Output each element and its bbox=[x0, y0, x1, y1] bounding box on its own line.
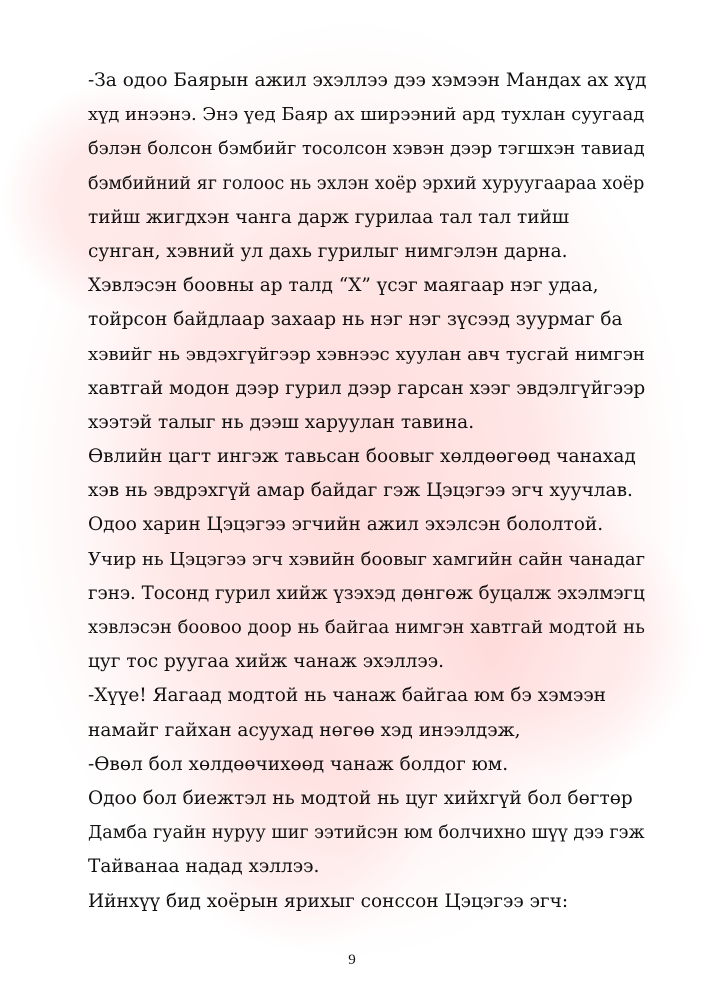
text-line: намайг гайхан асуухад нөгөө хэд инээлдэж, bbox=[88, 719, 521, 741]
text-line: Тайванаа надад хэллээ. bbox=[88, 856, 320, 878]
story-text bbox=[88, 64, 648, 919]
text-line: бэмбийний яг голоос нь эхлэн хоёр эрхий хуруугаараа хоёр bbox=[88, 173, 645, 194]
text-line: Учир нь Цэцэгээ эгч хэвийн боовыг хамгийн сайн чанадаг bbox=[88, 548, 645, 570]
text-line: Хэвлэсэн боовны ар талд “Х” үсэг маягаар нэг удаа, bbox=[88, 275, 599, 297]
text-line: -За одоо Баярын ажил эхэллээ дээ хэмээн Мандах ах хүд bbox=[88, 70, 647, 91]
text-line: тойрсон байдлаар захаар нь нэг нэг зүсээд зуурмаг ба bbox=[88, 309, 623, 331]
text-line: сунган, хэвний ул дахь гурилыг нимгэлэн дарна. bbox=[88, 240, 568, 262]
text-line: Одоо харин Цэцэгээ эгчийн ажил эхэлсэн бололтой. bbox=[88, 514, 604, 536]
text-line: Ийнхүү бид хоёрын ярихыг сонссон Цэцэгээ эгч: bbox=[88, 890, 569, 912]
text-line: хэв нь эвдрэхгүй амар байдаг гэж Цэцэгээ эгч хуучлав. bbox=[88, 480, 633, 502]
text-line: хүд инээнэ. Энэ үед Баяр ах ширээний ард тухлан суугаад bbox=[88, 104, 645, 126]
text-line: Дамба гуайн нуруу шиг ээтийсэн юм болчихно шүү дээ гэж bbox=[88, 823, 645, 844]
text-line: -Хүүе! Яагаад модтой нь чанаж байгаа юм бэ хэмээн bbox=[88, 685, 607, 707]
text-line: Одоо бол биежтэл нь модтой нь цуг хийхгүй бол бөгтөр bbox=[88, 787, 633, 809]
text-line: цуг тос руугаа хийж чанаж эхэллээ. bbox=[88, 651, 444, 673]
text-line: гэнэ. Тосонд гурил хийж үзэхэд дөнгөж буцалж эхэлмэгц bbox=[88, 582, 645, 604]
text-line: Өвлийн цагт ингэж тавьсан боовыг хөлдөөгөөд чанахад bbox=[88, 446, 636, 468]
text-line: хавтгай модон дээр гурил дээр гарсан хээг эвдэлгүйгээр bbox=[88, 377, 646, 399]
text-line: бэлэн болсон бэмбийг тосолсон хэвэн дээр тэгшхэн тавиад bbox=[88, 139, 645, 160]
text-line: хээтэй талыг нь дээш харуулан тавина. bbox=[88, 411, 475, 433]
text-line: -Өвөл бол хөлдөөчихөөд чанаж болдог юм. bbox=[88, 753, 509, 775]
page-number: 9 bbox=[348, 952, 356, 968]
text-line: хэвийг нь эвдэхгүйгээр хэвнээс хуулан авч тусгай нимгэн bbox=[88, 343, 645, 365]
text-line: тийш жигдхэн чанга дарж гурилаа тал тал тийш bbox=[88, 206, 570, 228]
text-line: хэвлэсэн боовоо доор нь байгаа нимгэн хавтгай модтой нь bbox=[88, 617, 645, 638]
